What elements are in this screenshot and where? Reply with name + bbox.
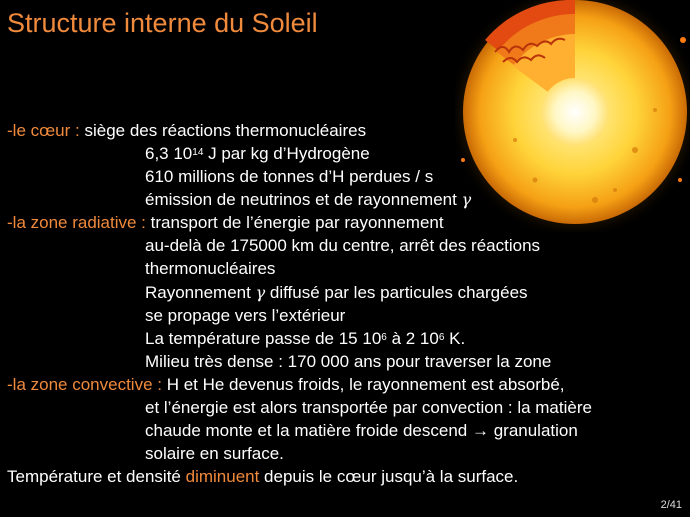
radiative-text-1: transport de l’énergie par rayonnement	[150, 213, 444, 232]
conclusion-line	[7, 467, 518, 487]
radiative-line-4	[145, 283, 528, 303]
slide-title: Structure interne du Soleil	[7, 8, 318, 38]
radiative-text-4a: Rayonnement	[145, 283, 251, 302]
conclusion-text-post: depuis le cœur jusqu’à la surface.	[259, 467, 519, 486]
gamma-symbol: γ	[255, 283, 266, 302]
radiative-line-7: Milieu très dense : 170 000 ans pour traverser la zone	[145, 352, 552, 371]
radiative-line-3: thermonucléaires	[145, 259, 276, 278]
conclusion-highlight: diminuent	[185, 467, 260, 486]
convective-line-4: solaire en surface.	[145, 444, 284, 463]
sun-cutaway-illustration	[455, 0, 690, 232]
sun-icon	[455, 0, 690, 232]
core-line-1	[7, 121, 366, 141]
core-text-2b: J par kg d’Hydrogène	[203, 144, 370, 163]
core-text-1: siège des réactions thermonucléaires	[84, 121, 367, 140]
radiative-line-2: au-delà de 175000 km du centre, arrêt des réactions	[145, 236, 541, 255]
radiative-text-6c: K.	[444, 329, 466, 348]
core-line-2	[145, 144, 370, 164]
radiative-line-5: se propage vers l’extérieur	[145, 306, 346, 325]
radiative-text-6b: à 2 10	[386, 329, 439, 348]
convective-label: -la zone convective :	[7, 375, 162, 394]
radiative-text-4b: diffusé par les particules chargées	[269, 283, 528, 302]
page-number: 2/41	[660, 499, 682, 511]
core-line-4	[145, 190, 471, 210]
convective-line-1	[7, 375, 565, 395]
convective-text-1: H et He devenus froids, le rayonnement est absorbé,	[166, 375, 565, 394]
gamma-symbol: γ	[461, 190, 472, 209]
radiative-exponent-1: 6	[381, 332, 387, 343]
conclusion-text-pre: Température et densité	[7, 467, 186, 486]
radiative-exponent-2: 6	[438, 332, 445, 343]
convective-line-2: et l’énergie est alors transportée par convection : la matière	[145, 398, 592, 417]
radiative-label: -la zone radiative :	[7, 213, 146, 232]
convective-line-3: chaude monte et la matière froide descend → granulation	[145, 421, 578, 440]
core-label: -le cœur :	[7, 121, 80, 140]
core-text-4: émission de neutrinos et de rayonnement	[145, 190, 457, 209]
core-text-2a: 6,3 10	[145, 144, 193, 163]
core-line-3: 610 millions de tonnes d’H perdues / s	[145, 167, 434, 186]
radiative-line-1	[7, 213, 444, 233]
radiative-line-6	[145, 329, 465, 349]
radiative-text-6a: La température passe de 15 10	[145, 329, 382, 348]
core-exponent: 14	[192, 147, 204, 158]
